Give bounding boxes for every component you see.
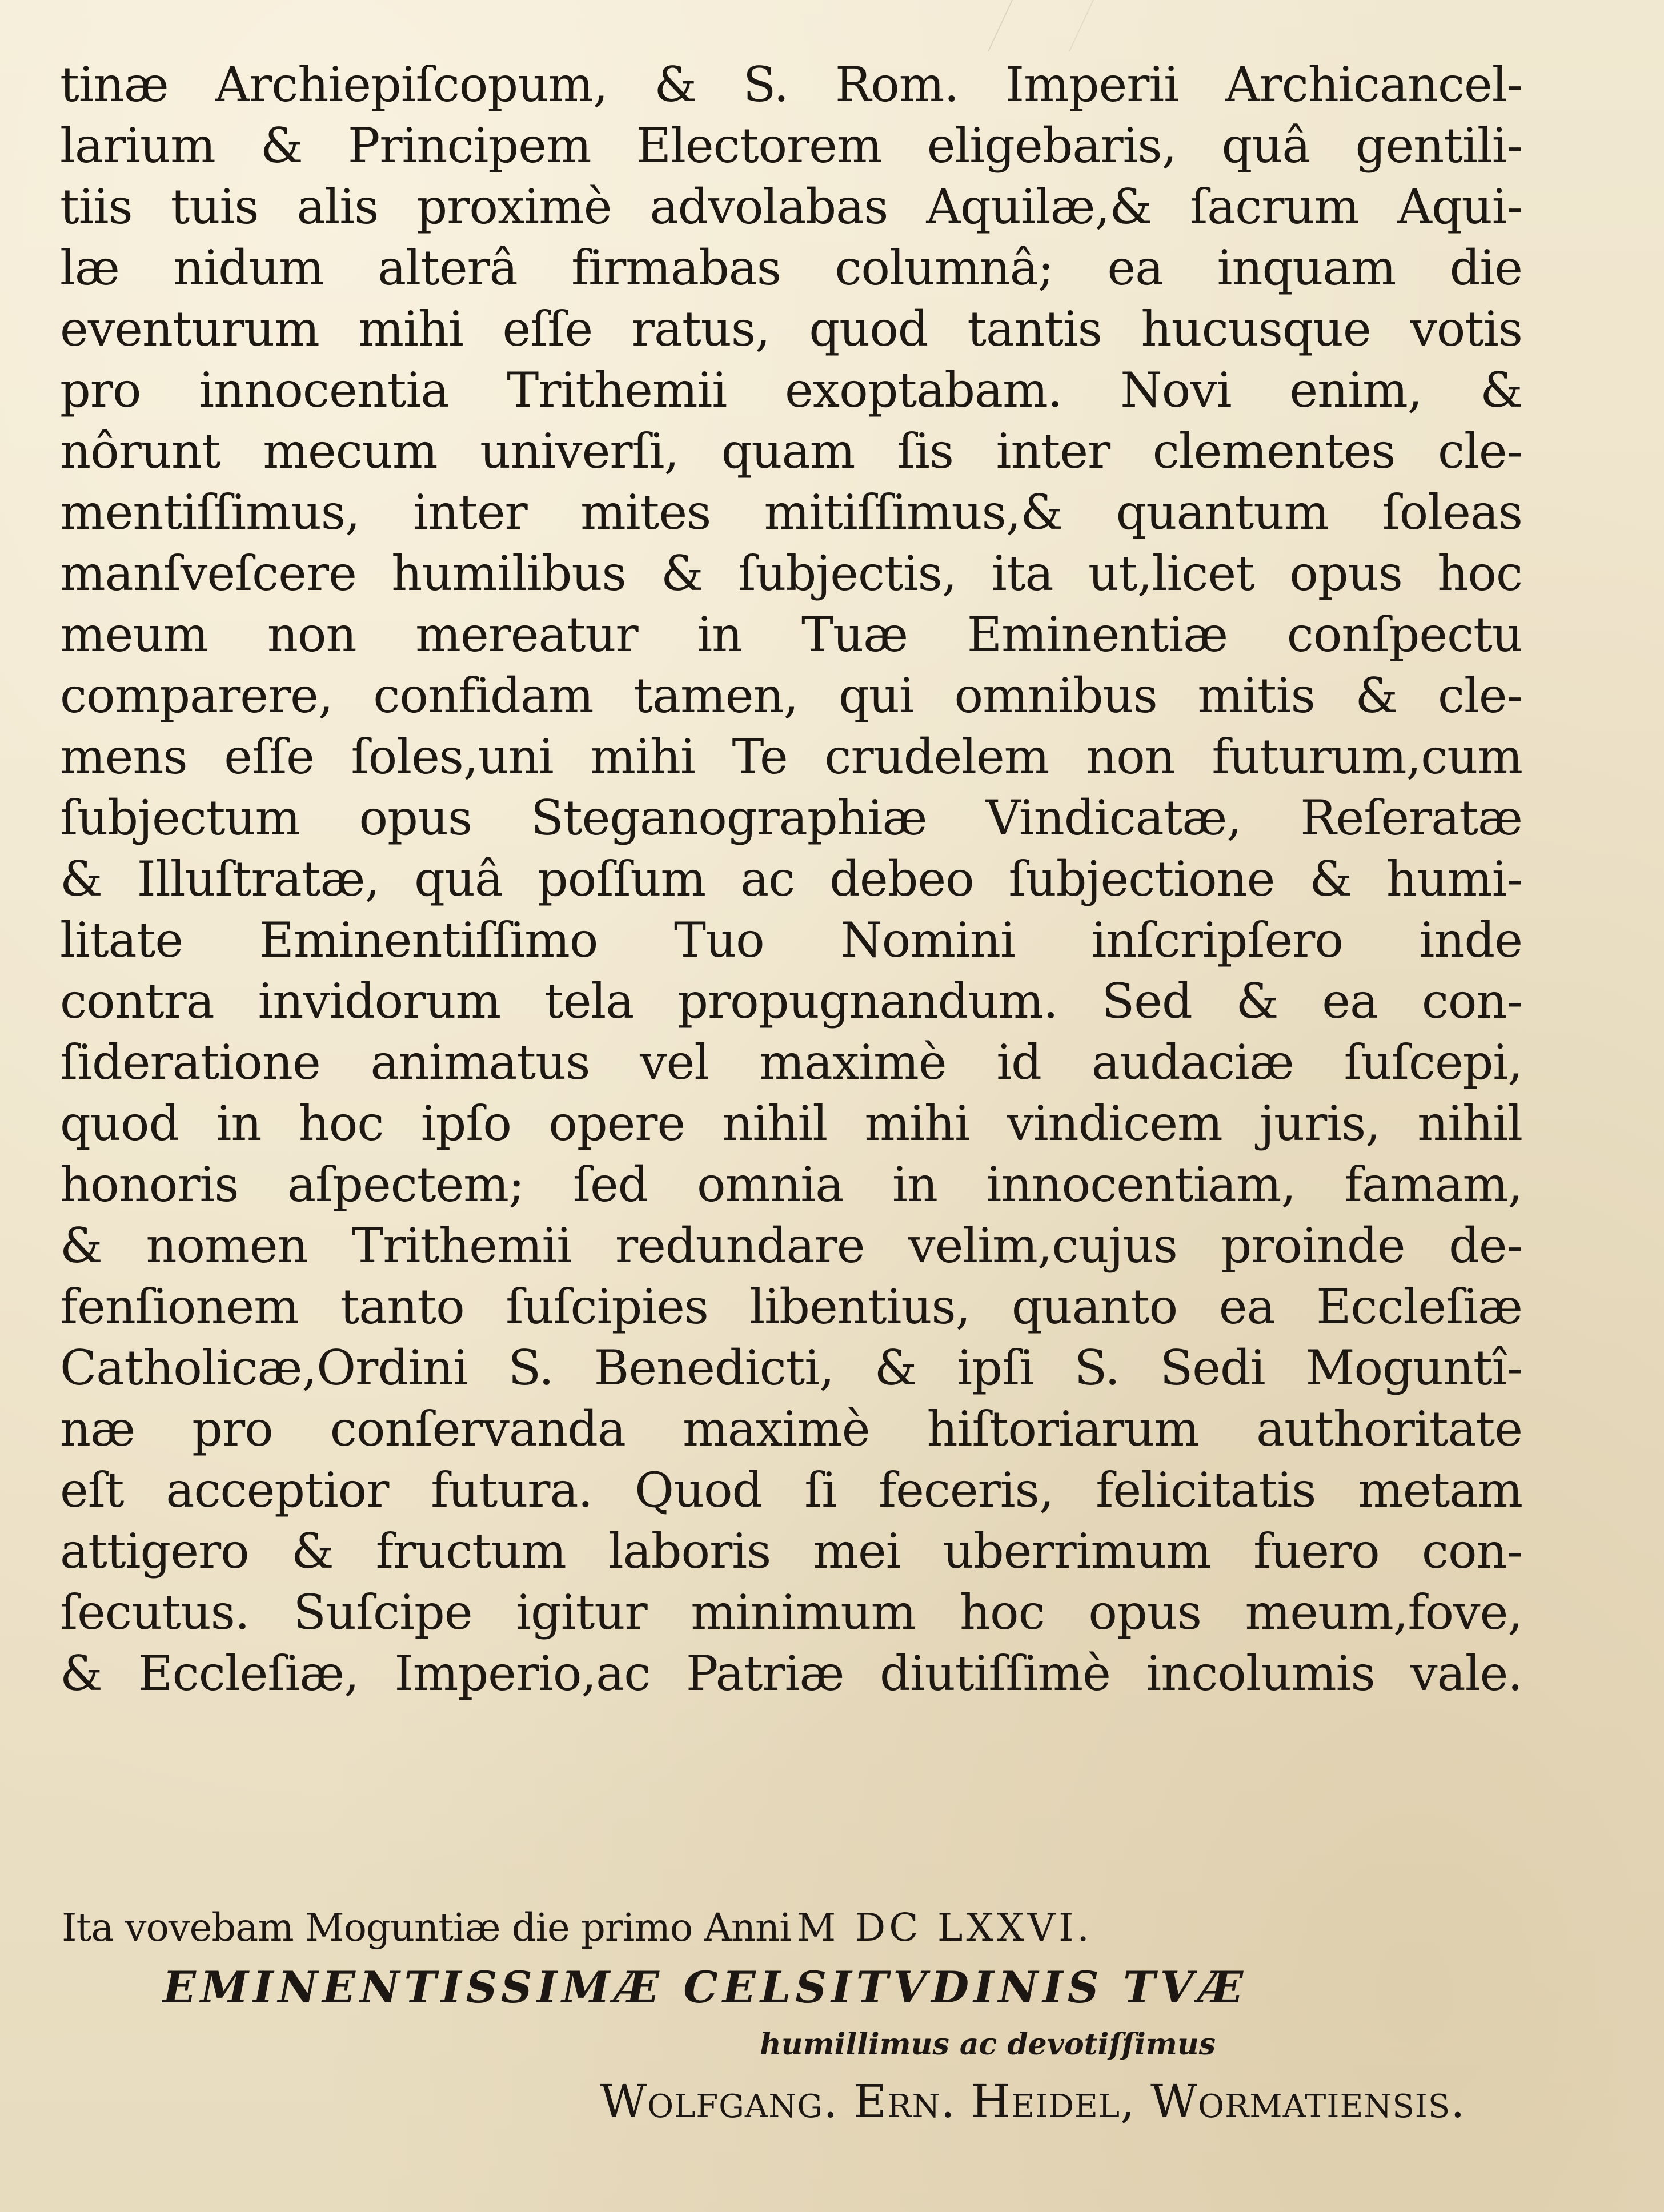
date-year: M DC LXXVI. <box>796 1905 1093 1950</box>
humble-formula: humillimus ac devotiſſimus <box>760 2027 1216 2062</box>
paper-crease <box>988 0 1094 51</box>
text-line-24: eſt acceptior futura. Quod ſi feceris, felicitatis metam <box>60 1462 1522 1518</box>
text-line-4: læ nidum alterâ firmabas columnâ; ea inquam die <box>60 240 1522 296</box>
date-text: Ita vovebam Moguntiæ die primo Anni <box>62 1905 791 1950</box>
text-line-20: & nomen Trithemii redundare velim,cujus proinde de- <box>60 1218 1522 1274</box>
text-line-18: quod in hoc ipſo opere nihil mihi vindicem juris, nihil <box>60 1095 1522 1151</box>
text-line-1: tinæ Archiepiſcopum, & S. Rom. Imperii Archicancel- <box>60 57 1522 113</box>
text-line-11: comparere, confidam tamen, qui omnibus mitis & cle- <box>60 668 1522 724</box>
text-line-27: & Eccleſiæ, Imperio,ac Patriæ diutiſſimè incolumis vale. <box>60 1645 1522 1701</box>
text-line-9: manſveſcere humilibus & ſubjectis, ita ut,licet opus hoc <box>60 545 1522 601</box>
text-line-10: meum non mereatur in Tuæ Eminentiæ conſpectu <box>60 607 1522 663</box>
text-line-26: ſecutus. Suſcipe igitur minimum hoc opus meum,fove, <box>60 1584 1522 1640</box>
text-line-6: pro innocentia Trithemii exoptabam. Novi enim, & <box>60 362 1522 418</box>
text-line-14: & Illuſtratæ, quâ poſſum ac debeo ſubjectione & humi- <box>60 851 1522 907</box>
text-line-23: næ pro conſervanda maximè hiſtoriarum authoritate <box>60 1401 1522 1457</box>
text-line-5: eventurum mihi eſſe ratus, quod tantis hucusque votis <box>60 301 1522 357</box>
text-line-19: honoris aſpectem; ſed omnia in innocentiam, famam, <box>60 1157 1522 1213</box>
text-line-2: larium & Principem Electorem eligebaris, quâ gentili- <box>60 118 1522 174</box>
text-line-16: contra invidorum tela propugnandum. Sed & ea con- <box>60 973 1522 1029</box>
text-line-13: ſubjectum opus Steganographiæ Vindicatæ, Reſeratæ <box>60 790 1522 846</box>
text-line-7: nôrunt mecum univerſi, quam ſis inter clementes cle- <box>60 423 1522 479</box>
text-line-15: litate Eminentiſſimo Tuo Nomini inſcripſero inde <box>60 912 1522 968</box>
text-line-22: Catholicæ,Ordini S. Benedicti, & ipſi S. Sedi Moguntî- <box>60 1340 1522 1396</box>
text-line-12: mens eſſe ſoles,uni mihi Te crudelem non futurum,cum <box>60 729 1522 785</box>
text-line-21: fenſionem tanto ſuſcipies libentius, quanto ea Eccleſiæ <box>60 1279 1522 1335</box>
text-line-8: mentiſſimus, inter mites mitiſſimus,& quantum ſoleas <box>60 484 1522 540</box>
salutation: EMINENTISSIMÆ CELSITVDINIS TVÆ <box>163 1962 1248 2013</box>
body-text <box>60 54 1522 1704</box>
date-line <box>62 1902 1204 1953</box>
text-line-3: tiis tuis alis proximè advolabas Aquilæ,& ſacrum Aqui- <box>60 179 1522 235</box>
signature: Wolfgang. Ern. Heidel, Wormatienſis. <box>600 2075 1466 2128</box>
text-line-17: ſideratione animatus vel maximè id audaciæ ſuſcepi, <box>60 1034 1522 1090</box>
text-line-25: attigero & fructum laboris mei uberrimum fuero con- <box>60 1523 1522 1579</box>
